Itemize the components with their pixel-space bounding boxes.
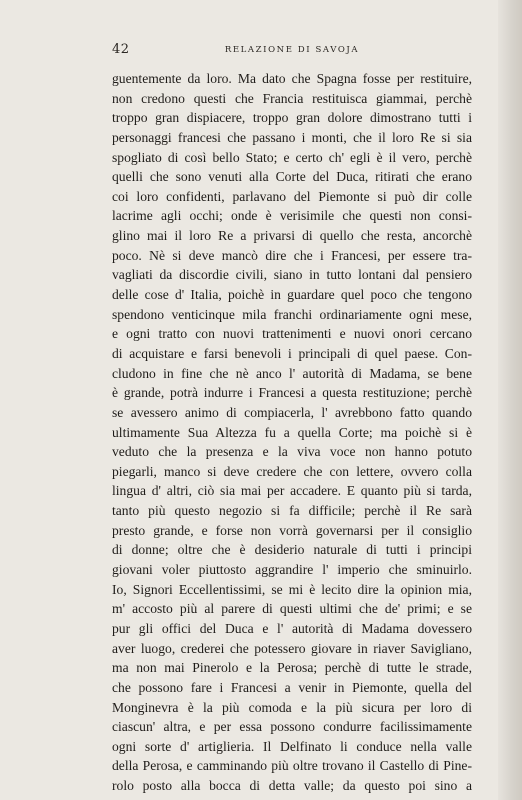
text-line: di donne; oltre che è desiderio naturale di tutti i principi [112, 542, 472, 558]
text-line: personaggi francesi che passano i monti, che il loro Re si sia [112, 129, 472, 145]
text-line: delle cose d' Italia, poichè in guardare quel poco che tengono [112, 287, 472, 303]
text-line: Io, Signori Eccellentissimi, se mi è lecito dire la opinion mia, [112, 581, 472, 597]
text-line: glino mai il loro Re a privarsi di quello che resta, ancorchè [112, 228, 472, 244]
text-line: tanto più questo negozio si fa difficile; perchè il Re sarà [112, 503, 472, 519]
body-text [112, 69, 472, 796]
page-number: 42 [112, 42, 130, 57]
text-line: quelli che sono venuti alla Corte del Duca, ritirati che erano [112, 169, 472, 185]
text-line: ciascun' altra, e per essa possono condurre facilissimamente [112, 719, 472, 735]
text-line: vagliati da discordie civili, siano in tutto lontani dal pensiero [112, 267, 472, 283]
text-line: spendono venticinque mila franchi ordinariamente ogni mese, [112, 306, 472, 322]
text-line: se avessero animo di compiacerla, l' avrebbono fatto quando [112, 404, 472, 420]
text-line: presto grande, e forse non vorrà governarsi per il consiglio [112, 522, 472, 538]
text-line: piegarli, manco si deve credere che con lettere, ovvero colla [112, 463, 472, 479]
text-line: troppo gran dispiacere, troppo gran dolore dimostrano tutti i [112, 110, 472, 126]
text-line: ogni sorte d' artiglieria. Il Delfinato li conduce nella valle [112, 738, 472, 754]
text-line: spogliato di così bello Stato; e certo ch' egli è il vero, perchè [112, 149, 472, 165]
text-line: giovani voler piuttosto aggrandire l' imperio che sminuirlo. [112, 562, 472, 578]
text-line: è grande, potrà indurre i Francesi a questa restituzione; perchè [112, 385, 472, 401]
text-line: non credono questi che Francia restituisca giammai, perchè [112, 90, 472, 106]
text-line: di acquistare e farsi benevoli i principali di quel paese. Con- [112, 345, 472, 361]
text-line: coi loro confidenti, parlavano del Piemonte si può dir colle [112, 188, 472, 204]
running-title: RELAZIONE DI SAVOJA [224, 45, 360, 55]
text-line: cludono in fine che nè anco l' autorità di Madama, se bene [112, 365, 472, 381]
text-line: lingua d' altri, ciò sia mai per accadere. E quanto più si tarda, [112, 483, 472, 499]
text-line: guentemente da loro. Ma dato che Spagna fosse per restituire, [112, 71, 472, 86]
text-line: m' accosto più al parere di questi ultimi che de' primi; e se [112, 601, 472, 617]
page-header [112, 42, 472, 62]
text-line: che possono fare i Francesi a venir in Piemonte, quella del [112, 679, 472, 695]
text-line: ma non mai Pinerolo e la Perosa; perchè di tutte le strade, [112, 660, 472, 676]
text-line: veduto che la presenza e la viva voce non hanno potuto [112, 444, 472, 460]
text-line: Monginevra è la più comoda e la più sicura per loro di [112, 699, 472, 715]
text-line: e ogni tratto con nuovi trattenimenti e nuovi onori cercano [112, 326, 472, 342]
page-edge-shadow [498, 0, 522, 800]
text-line: pur gli offici del Duca e l' autorità di Madama dovessero [112, 620, 472, 636]
text-line: ultimamente Sua Altezza fu a quella Corte; ma poichè si è [112, 424, 472, 440]
text-line: della Perosa, e camminando più oltre trovano il Castello di Pine- [112, 758, 472, 774]
text-line: aver luogo, crederei che potessero giovare in riaver Savigliano, [112, 640, 472, 656]
text-line: poco. Nè si deve mancò dire che i Francesi, per essere tra- [112, 247, 472, 263]
text-line: rolo posto alla bocca di detta valle; da questo poi sino a [112, 778, 472, 794]
text-line: lacrime agli occhi; onde è verisimile che questi non consi- [112, 208, 472, 224]
